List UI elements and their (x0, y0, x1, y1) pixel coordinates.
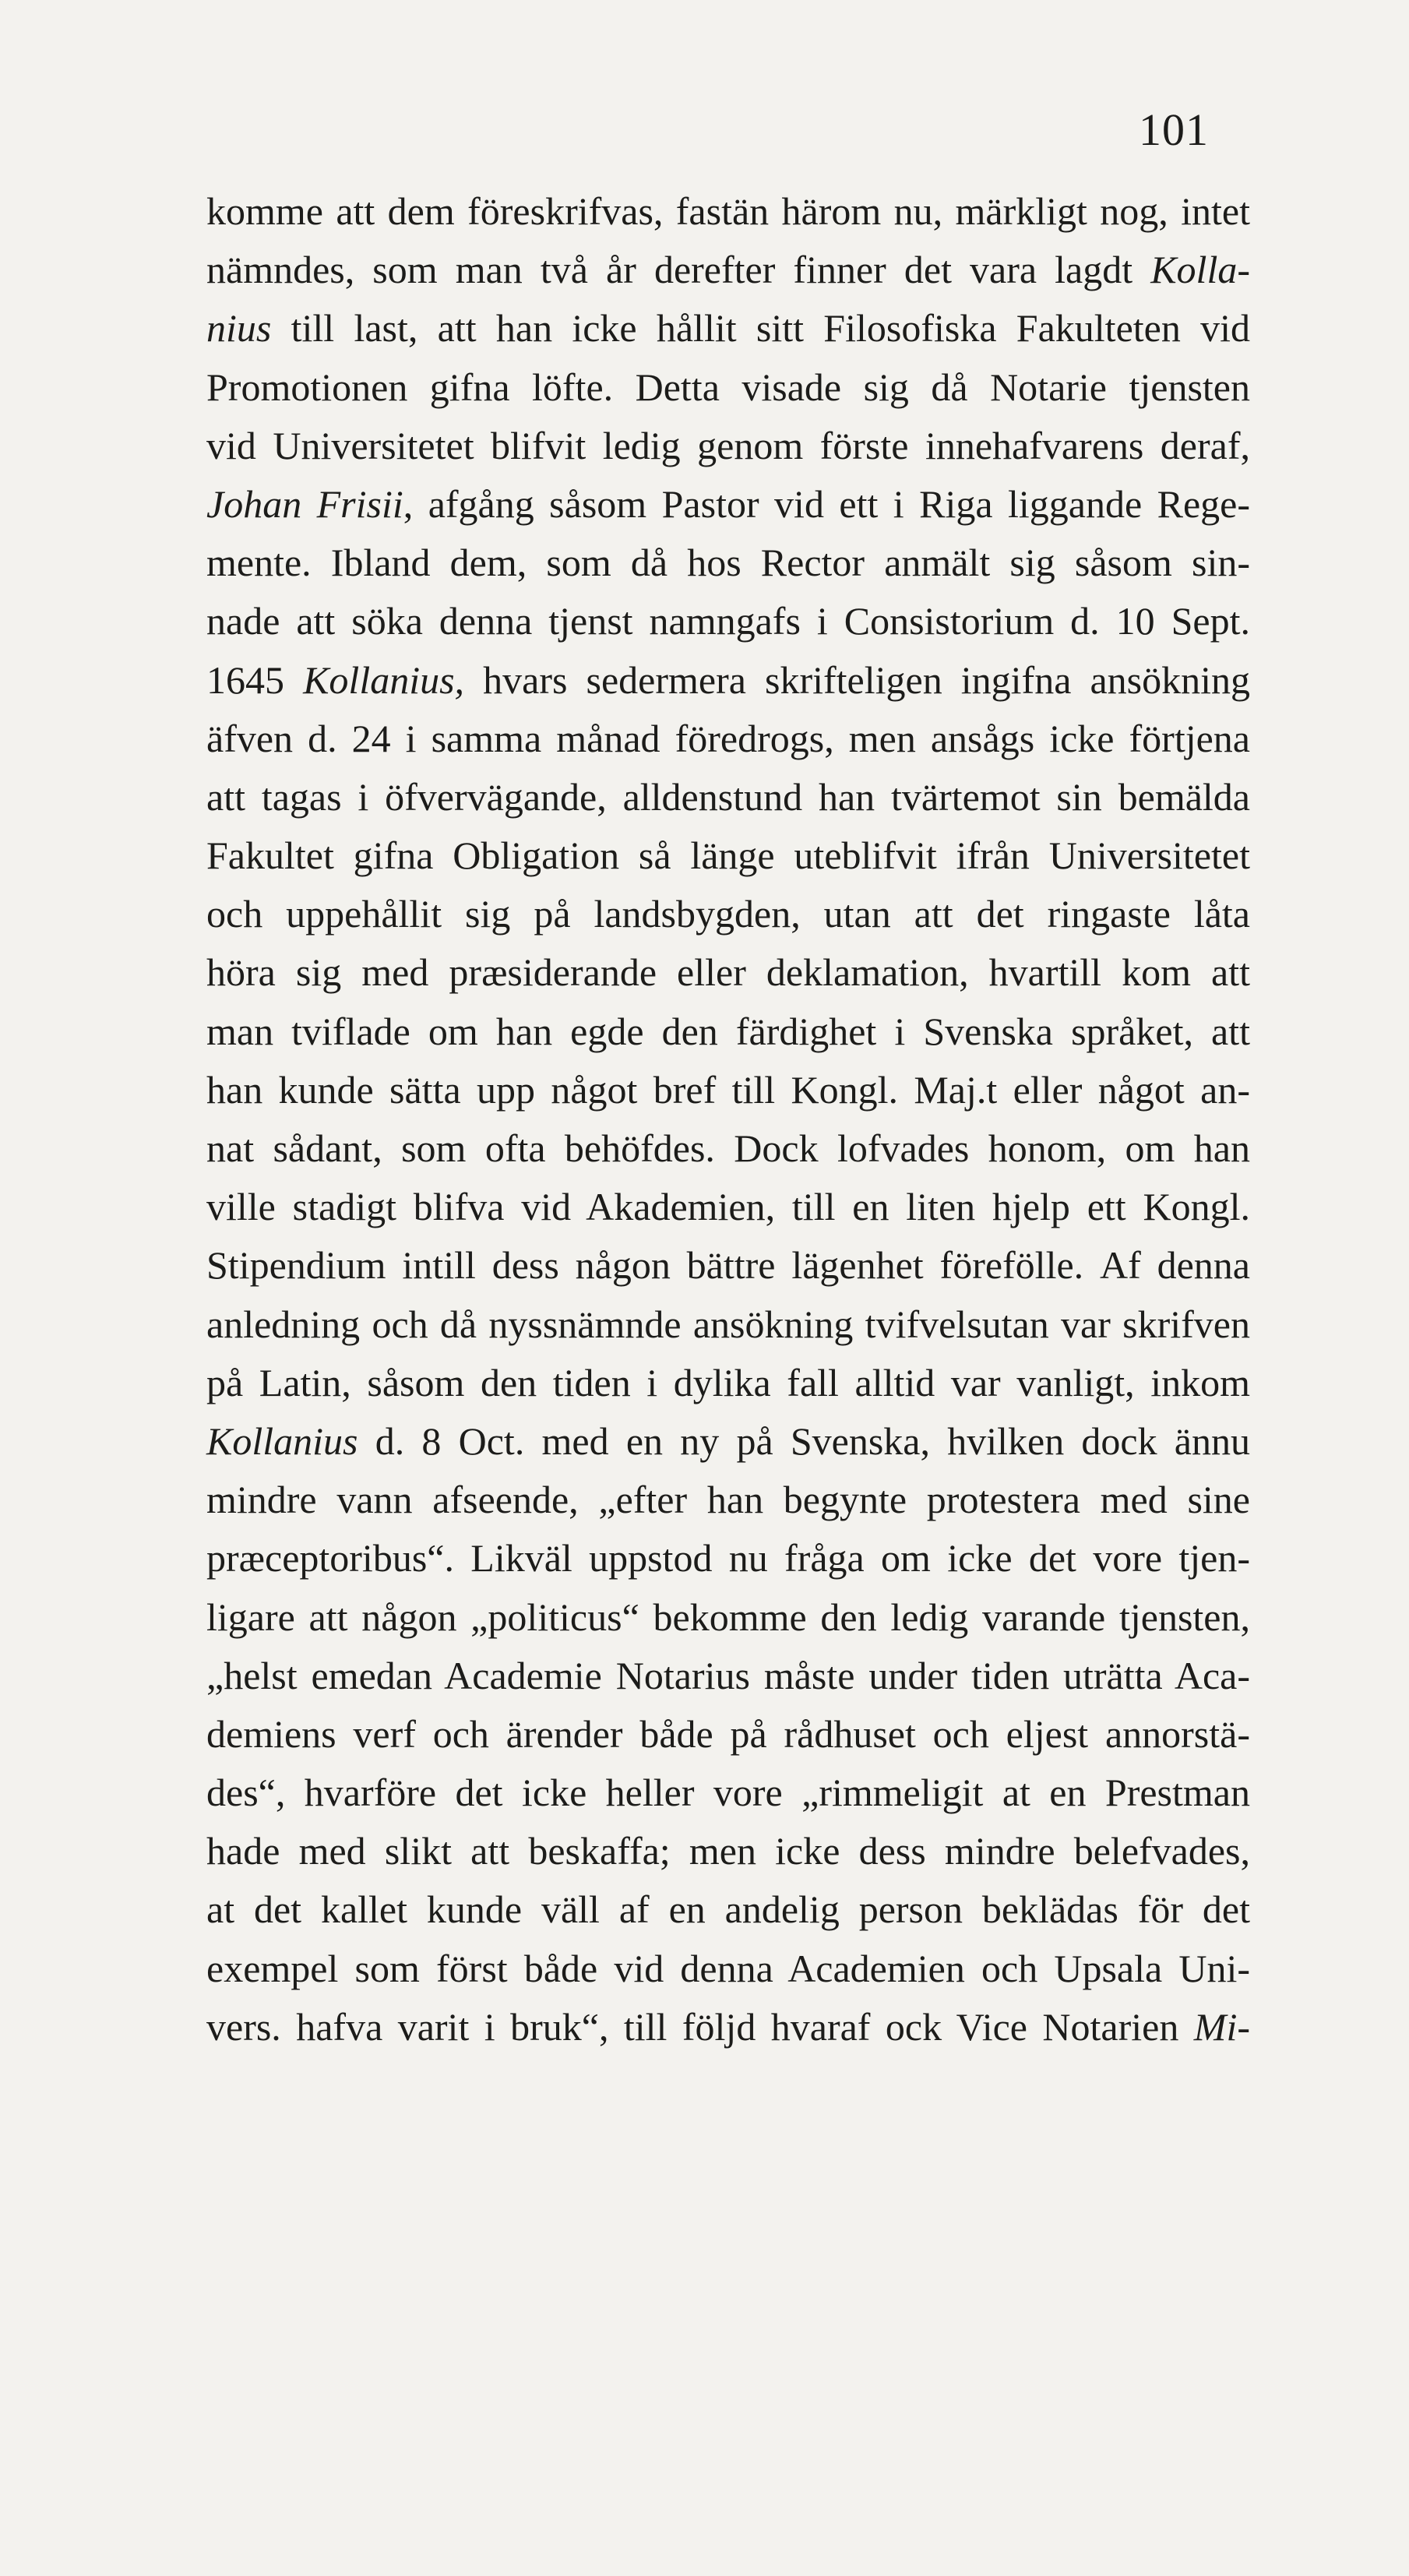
text-line (206, 358, 1250, 417)
italic-run: Kolla- (1150, 248, 1250, 292)
text-run: man tviflade om han egde den färdighet i Svenska språket, att (206, 1009, 1250, 1053)
text-line (206, 592, 1250, 650)
text-line (206, 710, 1250, 768)
text-run: till last, att han icke hållit sitt Filosofiska Fakulteten vid (271, 306, 1250, 351)
text-run: demiens verf och ärender både på rådhuset och eljest annorstä- (206, 1711, 1250, 1756)
text-line (206, 1822, 1250, 1880)
text-line (206, 1119, 1250, 1178)
text-run: nade att söka denna tjenst namngafs i Consistorium d. 10 Sept. (206, 599, 1250, 643)
text-line (206, 417, 1250, 475)
text-line (206, 1647, 1250, 1705)
text-line (206, 651, 1250, 710)
text-line (206, 943, 1250, 1002)
text-line (206, 1061, 1250, 1119)
text-run: komme att dem föreskrifvas, fastän härom nu, märkligt nog, intet (206, 189, 1250, 233)
text-run: , afgång såsom Pastor vid ett i Riga liggande Rege- (403, 481, 1250, 526)
text-run: vid Universitetet blifvit ledig genom förste innehafvarens deraf, (206, 423, 1250, 467)
text-line (206, 1998, 1250, 2056)
text-line (206, 826, 1250, 885)
text-line (206, 1764, 1250, 1822)
text-line (206, 1003, 1250, 1061)
text-run: Stipendium intill dess någon bättre lägenhet föreföllе. Af denna (206, 1243, 1250, 1288)
text-line (206, 1880, 1250, 1939)
text-line (206, 475, 1250, 534)
text-run: ville stadigt blifva vid Akademien, till en liten hjelp ett Kongl. (206, 1185, 1250, 1229)
text-line (206, 1412, 1250, 1471)
text-line (206, 1940, 1250, 1998)
text-run: hade med slikt att beskaffa; men icke dess mindre belefvades, (206, 1829, 1250, 1873)
text-run: ligare att någon „politicus“ bekomme den ledig varande tjensten, (206, 1595, 1250, 1639)
text-run: att tagas i öfvervägande, alldenstund han tvärtemot sin bemälda (206, 774, 1250, 819)
italic-run: Kollanius, (303, 657, 465, 702)
text-run: des“, hvarföre det icke heller vore „rimmeligit at en Prestman (206, 1771, 1250, 1815)
text-line (206, 1178, 1250, 1236)
text-run: „helst emedan Academie Notarius måste under tiden uträtta Aca- (206, 1653, 1250, 1697)
text-line (206, 241, 1250, 299)
text-line (206, 885, 1250, 943)
text-run: han kunde sätta upp något bref till Kongl. Maj.t eller något an- (206, 1067, 1250, 1112)
text-run: och uppehållit sig på landsbygden, utan att det ringaste låta (206, 892, 1250, 936)
text-run: mente. Ibland dem, som då hos Rector anmält sig såsom sin- (206, 541, 1250, 585)
italic-run: Johan Frisii (206, 481, 403, 526)
text-run: nämndes, som man två år derefter finner det vara lagdt (206, 248, 1151, 292)
text-run: äfven d. 24 i samma månad föredrogs, men ansågs icke förtjena (206, 716, 1250, 760)
text-line (206, 1588, 1250, 1647)
text-run: mindre vann afseende, „efter han begynte protestera med sine (206, 1478, 1250, 1522)
text-run: nat sådant, som ofta behöfdes. Dock lofvades honom, om han (206, 1126, 1250, 1170)
italic-run: Mi- (1193, 2004, 1250, 2049)
text-line (206, 1471, 1250, 1529)
text-line (206, 1529, 1250, 1588)
text-run: exempel som först både vid denna Academien och Upsala Uni- (206, 1946, 1250, 1990)
text-run: vers. hafva varit i bruk“, till följd hvaraf ock Vice Notarien (206, 2004, 1194, 2049)
text-run: Fakultet gifna Obligation så länge uteblifvit ifrån Universitetet (206, 833, 1250, 878)
text-line (206, 299, 1250, 358)
text-line (206, 768, 1250, 826)
text-run: på Latin, såsom den tiden i dylika fall alltid var vanligt, inkom (206, 1360, 1250, 1404)
text-run: d. 8 Oct. med en ny på Svenska, hvilken dock ännu (358, 1418, 1250, 1463)
text-run: præceptoribus“. Likväl uppstod nu fråga om icke det vore tjen- (206, 1536, 1250, 1580)
text-run: anledning och då nyssnämnde ansökning tvifvelsutan var skrifven (206, 1302, 1250, 1346)
text-line (206, 182, 1250, 241)
page-number: 101 (1139, 104, 1209, 155)
text-run: Promotionen gifna löfte. Detta visade sig då Notarie tjensten (206, 365, 1250, 409)
text-line (206, 1236, 1250, 1295)
text-line (206, 1295, 1250, 1354)
italic-run: Kollanius (206, 1418, 358, 1463)
text-line (206, 534, 1250, 592)
text-run: höra sig med præsiderande eller deklamation, hvartill kom att (206, 950, 1250, 995)
text-run: hvars sedermera skrifteligen ingifna ansökning (464, 657, 1250, 702)
text-run: at det kallet kunde väll af en andelig person beklädas för det (206, 1887, 1250, 1932)
body-text (206, 182, 1250, 2056)
text-run: 1645 (206, 657, 304, 702)
text-line (206, 1705, 1250, 1764)
italic-run: nius (206, 306, 272, 351)
text-line (206, 1354, 1250, 1412)
